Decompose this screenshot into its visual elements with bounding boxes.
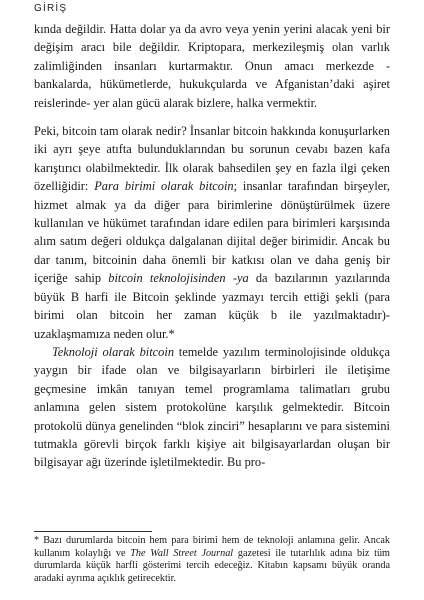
paragraph-gap bbox=[34, 112, 390, 122]
paragraph-2-text-b: ; insanlar tarafından birşeyler, hizmet almak ya da diğer para birimlerine dönüştürülmek üzere kullanılan ve hükümet tarafından idare edilen para birimleri karşısında alım satım değeri oldukça dalgalanan dijital değer birimidir. Ancak bu dar tanım, bitcoinin daha önemli bir katkısı olan ve daha geniş bir içeriğe sahip bbox=[34, 179, 390, 286]
paragraph-3-text-a: temelde yazılım terminolojisinde oldukça yaygın bir ifade olan ve bilgisayarların birbirleri ile iletişime geçmesine imkân tanıyan temel programlama talimatları grubu anlamına gelen sistem protokolüne karşılık gelmektedir. Bitcoin protokolü dünya genelinden “blok zinciri” hesaplarını ve para sistemini tutmakla görevli birçok farklı kişiye ait bilgisayarlardan oluşan bir bilgisayar ağı üzerinde işletilmektedir. Bu pro- bbox=[34, 344, 390, 470]
footnote-rule bbox=[34, 531, 152, 532]
paragraph-2-text-a: Peki, bitcoin tam olarak nedir? İnsanlar bitcoin hakkında konuşurlarken iki ayrı şeye atıfta bulunduklarından bu sorunun cevabı bazen kafa karıştırıcı olabilmektedir. İlk olarak bahsedilen şey en fazla ilgi çeken özelliğidir: bbox=[34, 124, 390, 194]
paragraph-3 bbox=[34, 343, 390, 472]
paragraph-2-italic-a: Para birimi olarak bitcoin bbox=[94, 179, 234, 194]
paragraph-2-italic-b: bitcoin teknolojisinden -ya bbox=[108, 271, 249, 286]
paragraph-3-italic-a: Teknoloji olarak bitcoin bbox=[52, 344, 175, 359]
footnote-italic-a: The Wall Street Journal bbox=[130, 547, 234, 559]
running-head: GİRİŞ bbox=[34, 3, 68, 14]
footnote-text-b: gazetesi ile tutarlılık adına biz tüm durumlarda küçük harfli gösterimi tercih edeceğiz. Kitabın kapsamı büyük oranda aradaki ayrıma açıklık getirecektir. bbox=[34, 547, 390, 584]
paragraph-2-text-c: da bazılarının yazılarında büyük B harfi ile Bitcoin şeklinde yazmayı tercih ettiği şekli (para birimi olan bitcoin her zaman küçük b ile yazılmaktadır)- uzaklaşmamıza neden olur.* bbox=[34, 271, 390, 341]
footnote-text-a: * Bazı durumlarda bitcoin hem para birimi hem de teknoloji anlamına gelir. Ancak kullanım kolaylığı ve bbox=[34, 535, 390, 559]
main-text bbox=[34, 20, 390, 472]
paragraph-1: kında değildir. Hatta dolar ya da avro veya yenin yerini alacak yeni bir değişim aracı bile değildir. Kriptopara, merkezileşmiş olan varlık zalimliğinden insanları kurtarmaktır. Onun amacı merkezde -bankalarda, hükümetlerde, hukukçularda ve Afganistan’daki aşiret reislerinde- yer alan gücü alarak bizlere, halka vermektir. bbox=[34, 22, 390, 110]
footnote bbox=[34, 535, 390, 585]
paragraph-2 bbox=[34, 122, 390, 343]
